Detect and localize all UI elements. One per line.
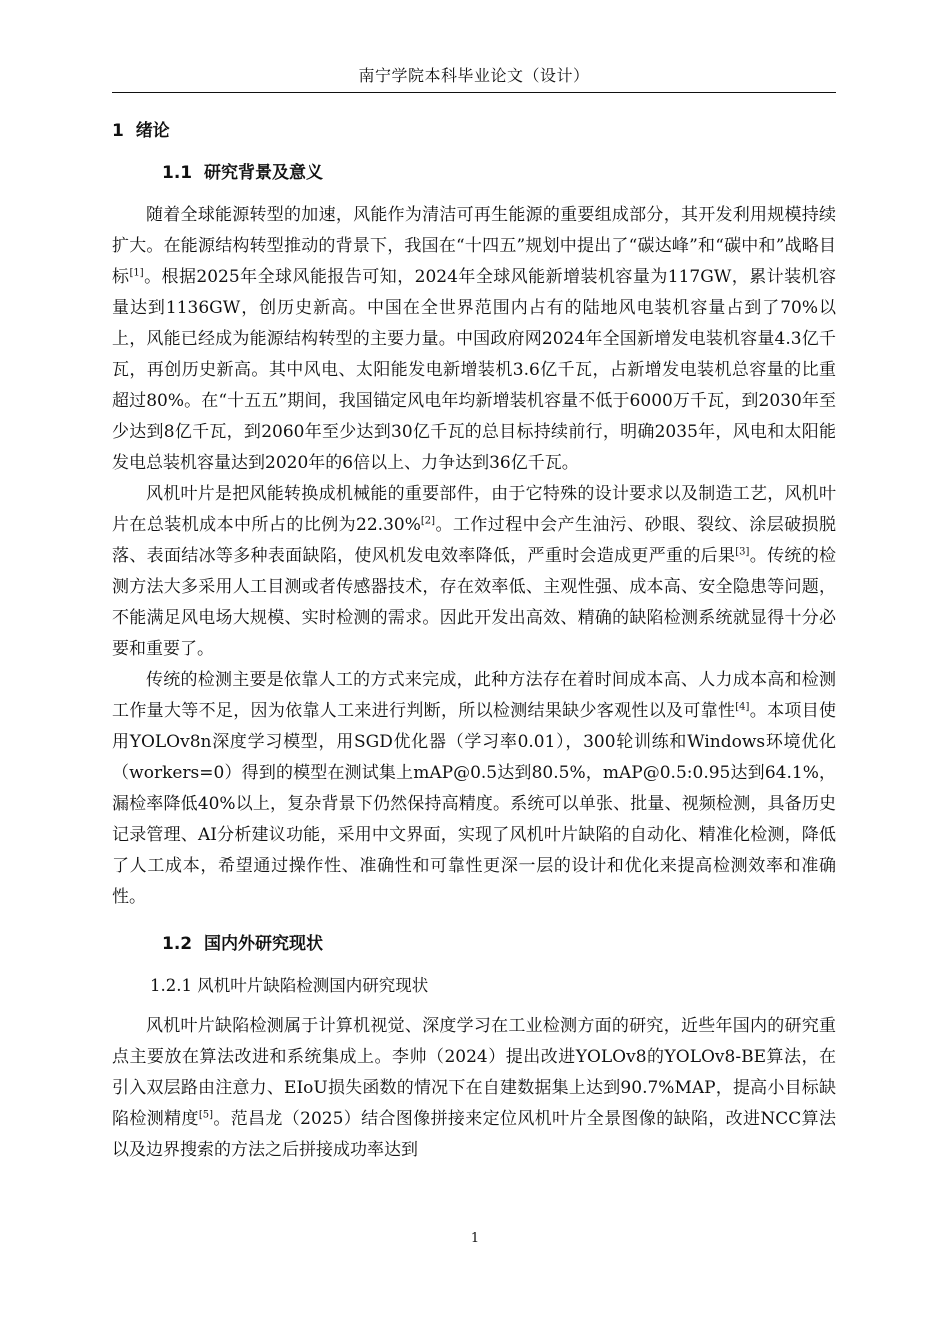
page-number: 1 <box>470 1231 480 1246</box>
section-number: 1.2 <box>162 934 193 954</box>
section-heading-1-2 <box>112 927 836 961</box>
paragraph-background-3 <box>112 665 836 913</box>
section-heading-1-1 <box>112 156 836 190</box>
header-rule <box>112 92 836 93</box>
chapter-number: 1 <box>112 121 124 141</box>
chapter-title: 绪论 <box>135 121 170 141</box>
section-number: 1.1 <box>162 163 193 183</box>
citation-ref[interactable]: [2] <box>420 515 436 527</box>
paragraph-text: 传统的检测主要是依靠人工的方式来完成，此种方法存在着时间成本高、人力成本高和检测工作量大等不足，因为依靠人工来进行判断，所以检测结果缺少客观性以及可靠性 <box>112 670 836 721</box>
citation-ref[interactable]: [5] <box>198 1109 213 1121</box>
paragraph-domestic-research <box>112 1011 836 1166</box>
paragraph-background-2 <box>112 479 836 665</box>
paragraph-text: 风机叶片缺陷检测属于计算机视觉、深度学习在工业检测方面的研究，近些年国内的研究重点主要放在算法改进和系统集成上。李帅（2024）提出改进YOLOv8的YOLOv8-BE算法，在引入双层路由注意力、EIoU损失函数的情况下在自建数据集上达到90.7%MAP，提高小目标缺陷检测精度 <box>112 1016 836 1129</box>
paragraph-text: 风机叶片是把风能转换成机械能的重要部件，由于它特殊的设计要求以及制造工艺，风机叶片在总装机成本中所占的比例为22.30% <box>112 484 836 535</box>
chapter-heading <box>112 114 836 148</box>
citation-ref[interactable]: [4] <box>735 701 750 713</box>
citation-ref[interactable]: [1] <box>129 267 144 279</box>
subsection-number: 1.2.1 <box>150 976 192 995</box>
paragraph-text: 。传统的检测方法大多采用人工目测或者传感器技术，存在效率低、主观性强、成本高、安全隐患等问题，不能满足风电场大规模、实时检测的需求。因此开发出高效、精确的缺陷检测系统就显得十分必要和重要了。 <box>112 546 837 659</box>
subsection-title: 风机叶片缺陷检测国内研究现状 <box>197 976 429 995</box>
subsection-heading-1-2-1 <box>112 969 836 1003</box>
section-title: 国内外研究现状 <box>203 934 323 954</box>
citation-ref[interactable]: [3] <box>735 546 750 558</box>
paragraph-text: 。根据2025年全球风能报告可知，2024年全球风能新增装机容量为117GW，累计装机容量达到1136GW，创历史新高。中国在全世界范围内占有的陆地风电装机容量占到了70%以上，风能已经成为能源结构转型的主要力量。中国政府网2024年全国新增发电装机容量4.3亿千瓦，再创历史新高。其中风电、太阳能发电新增装机3.6亿千瓦，占新增发电装机总容量的比重超过80%。在“十五五”期间，我国锚定风电年均新增装机容量不低于6000万千瓦，到2030年至少达到8亿千瓦，到2060年至少达到30亿千瓦的总目标持续前行，明确2035年，风电和太阳能发电总装机容量达到2020年的6倍以上、力争达到36亿千瓦。 <box>112 267 836 473</box>
paragraph-text: 。工作过程中会产生油污、砂眼、裂纹、涂层破损脱落、表面结冰等多种表面缺陷，使风机发电效率降低，严重时会造成更严重的后果 <box>112 515 836 566</box>
section-title: 研究背景及意义 <box>203 163 323 183</box>
paragraph-text: 随着全球能源转型的加速，风能作为清洁可再生能源的重要组成部分，其开发利用规模持续扩大。在能源结构转型推动的背景下，我国在“十四五”规划中提出了“碳达峰”和“碳中和”战略目标 <box>112 205 836 287</box>
page-body <box>112 114 836 1166</box>
paragraph-background-1 <box>112 200 836 479</box>
paragraph-text: 。本项目使用YOLOv8n深度学习模型，用SGD优化器（学习率0.01），300轮训练和Windows环境优化（workers=0）得到的模型在测试集上mAP@0.5达到80.5%，mAP@0.5:0.95达到64.1%，漏检率降低40%以上，复杂背景下仍然保持高精度。系统可以单张、批量、视频检测，具备历史记录管理、AI分析建议功能，采用中文界面，实现了风机叶片缺陷的自动化、精准化检测，降低了人工成本，希望通过操作性、准确性和可靠性更深一层的设计和优化来提高检测效率和准确性。 <box>112 701 837 907</box>
page-header: 南宁学院本科毕业论文（设计） <box>358 66 590 85</box>
paragraph-text: 。范昌龙（2025）结合图像拼接来定位风机叶片全景图像的缺陷，改进NCC算法以及边界搜索的方法之后拼接成功率达到 <box>112 1109 837 1160</box>
